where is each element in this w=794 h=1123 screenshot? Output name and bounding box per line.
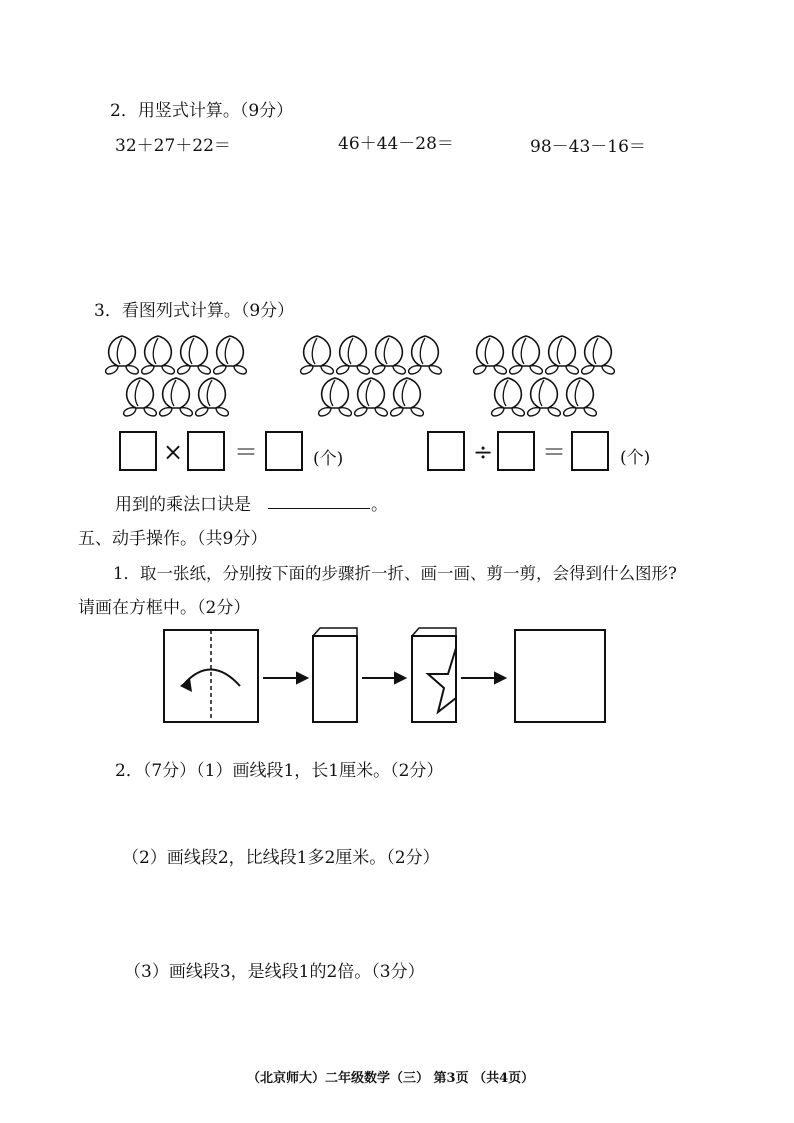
folding-steps-diagram xyxy=(160,622,610,726)
question-2-title: 2．用竖式计算。（9分） xyxy=(110,101,294,121)
peach-icon xyxy=(196,378,229,416)
unit-label-1: (个) xyxy=(313,449,344,469)
answer-box-factor-1[interactable] xyxy=(119,431,157,471)
section-5-title: 五、动手操作。（共9分） xyxy=(78,529,268,549)
task-2-subquestion-2: （2）画线段2，比线段1多2厘米。（2分） xyxy=(122,848,440,868)
unit-label-2: (个) xyxy=(620,448,651,468)
peach-icon xyxy=(301,336,334,374)
peach-icon xyxy=(178,336,211,374)
task-2-subquestion-3: （3）画线段3，是线段1的2倍。（3分） xyxy=(124,962,425,982)
question-3-title: 3．看图列式计算。（9分） xyxy=(94,301,295,321)
peach-icon xyxy=(355,378,388,416)
expression-3: 98－43－16＝ xyxy=(530,137,646,157)
peach-icon xyxy=(528,378,561,416)
peach-icon xyxy=(142,336,175,374)
peach-icon xyxy=(546,336,579,374)
formula-period: 。 xyxy=(371,495,388,515)
task-2-subquestion-1: 2．（7分）（1）画线段1，长1厘米。（2分） xyxy=(115,761,444,781)
answer-box-product[interactable] xyxy=(265,431,303,471)
expression-2: 46＋44－28＝ xyxy=(338,134,454,154)
peach-icon xyxy=(373,336,406,374)
peach-icon xyxy=(474,336,507,374)
peach-icon xyxy=(337,336,370,374)
peach-icon xyxy=(214,336,247,374)
answer-box-divisor[interactable] xyxy=(497,431,535,471)
answer-box-quotient[interactable] xyxy=(571,431,609,471)
half-star-shape xyxy=(428,648,456,712)
peach-icon xyxy=(124,378,157,416)
peach-icon xyxy=(391,378,424,416)
folded-paper xyxy=(313,636,357,722)
equals-symbol-2: ＝ xyxy=(542,438,566,466)
peach-icon xyxy=(106,336,139,374)
peach-icon xyxy=(510,336,543,374)
peach-icon xyxy=(492,378,525,416)
fold-arrow-curve xyxy=(184,669,240,686)
answer-box-dividend[interactable] xyxy=(427,431,465,471)
peach-icon xyxy=(160,378,193,416)
expression-1: 32＋27＋22＝ xyxy=(115,136,231,156)
page-footer: （北京师大）二年级数学（三） 第3页 （共4页） xyxy=(247,1071,535,1086)
answer-box-factor-2[interactable] xyxy=(187,431,225,471)
answer-square xyxy=(515,630,605,722)
formula-prompt: 用到的乘法口诀是 xyxy=(115,495,251,515)
task-1-line-1: 1．取一张纸，分别按下面的步骤折一折、画一画、剪一剪，会得到什么图形? xyxy=(113,564,677,583)
peach-group-1 xyxy=(100,330,254,418)
multiply-symbol: × xyxy=(163,438,184,466)
divide-symbol: ÷ xyxy=(473,438,494,466)
formula-blank[interactable] xyxy=(268,508,370,509)
equals-symbol-1: ＝ xyxy=(234,438,258,466)
peach-icon xyxy=(319,378,352,416)
peach-icon xyxy=(409,336,442,374)
peach-group-2 xyxy=(295,330,449,418)
peach-icon xyxy=(582,336,615,374)
peach-group-3 xyxy=(468,330,622,418)
peach-icon xyxy=(564,378,597,416)
task-1-line-2: 请画在方框中。（2分） xyxy=(78,598,251,618)
